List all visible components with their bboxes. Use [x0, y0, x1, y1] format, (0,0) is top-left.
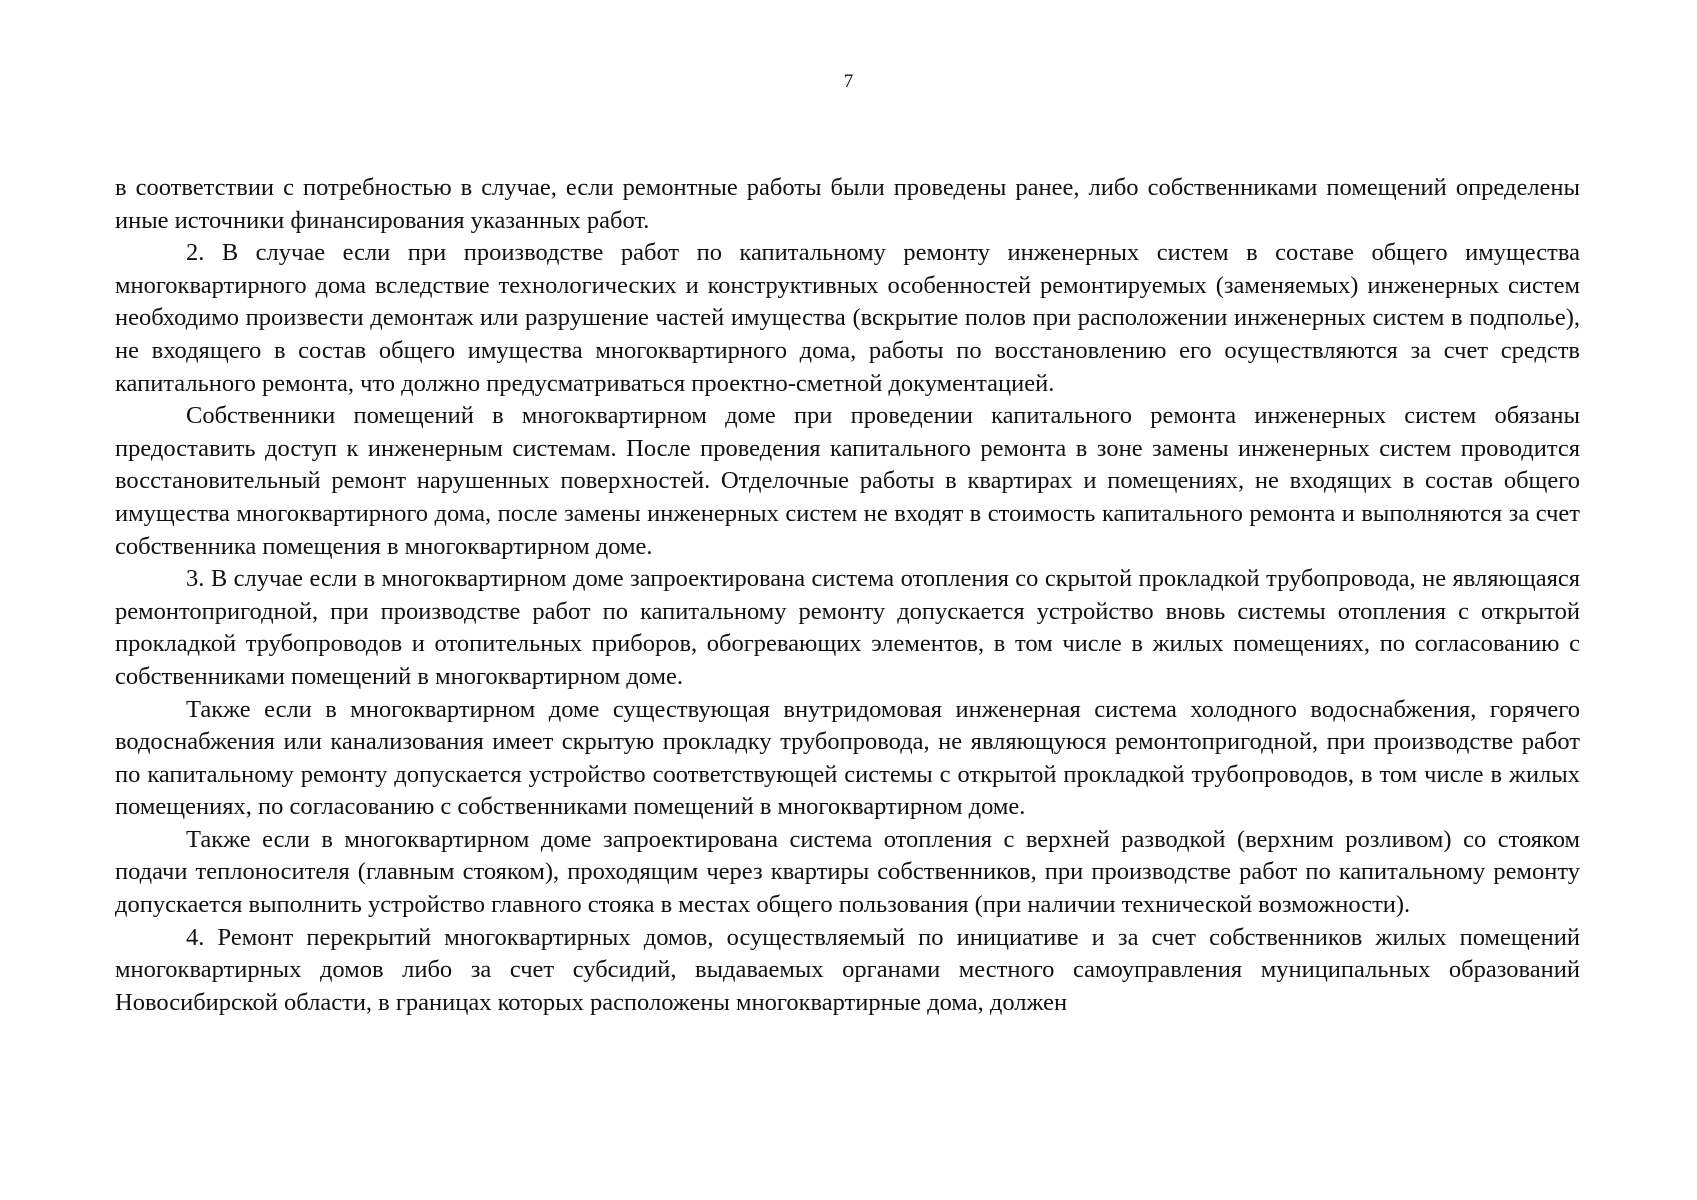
page-number: 7 [843, 71, 854, 92]
paragraph-item-2: 2. В случае если при производстве работ по капитальному ремонту инженерных систем в составе общего имущества многоквартирного дома вследствие технологических и конструктивных особенностей ремонтируемых (заменяемых) инженерных систем необходимо произвести демонтаж или разрушение частей имущества (вскрытие полов при расположении инженерных систем в подполье), не входящего в состав общего имущества многоквартирного дома, работы по восстановлению его осуществляются за счет средств капитального ремонта, что должно предусматриваться проектно-сметной документацией. [115, 239, 1580, 397]
paragraph-item-4: 4. Ремонт перекрытий многоквартирных домов, осуществляемый по инициативе и за счет собственников жилых помещений многоквартирных домов либо за счет субсидий, выдаваемых органами местного самоуправления муниципальных образований Новосибирской области, в границах которых расположены многоквартирные дома, должен [115, 923, 1580, 1016]
paragraph-owners-access: Собственники помещений в многоквартирном доме при проведении капитального ремонта инженерных систем обязаны предоставить доступ к инженерным системам. После проведения капитального ремонта в зоне замены инженерных систем проводится восстановительный ремонт нарушенных поверхностей. Отделочные работы в квартирах и помещениях, не входящих в состав общего имущества многоквартирного дома, после замены инженерных систем не входят в стоимость капитального ремонта и выполняются за счет собственника помещения в многоквартирном доме. [115, 402, 1580, 560]
paragraph-item-3: 3. В случае если в многоквартирном доме запроектирована система отопления со скрытой прокладкой трубопровода, не являющаяся ремонтопригодной, при производстве работ по капитальному ремонту допускается устройство вновь системы отопления с открытой прокладкой трубопроводов и отопительных приборов, обогревающих элементов, в том числе в жилых помещениях, по согласованию с собственниками помещений в многоквартирном доме. [115, 565, 1580, 690]
paragraph-water-supply: Также если в многоквартирном доме существующая внутридомовая инженерная система холодного водоснабжения, горячего водоснабжения или канализования имеет скрытую прокладку трубопровода, не являющуюся ремонтопригодной, при производстве работ по капитальному ремонту допускается устройство соответствующей системы с открытой прокладкой трубопроводов, в том числе в жилых помещениях, по согласованию с собственниками помещений в многоквартирном доме. [115, 695, 1580, 821]
paragraph-heating-riser: Также если в многоквартирном доме запроектирована система отопления с верхней разводкой (верхним розливом) со стояком подачи теплоносителя (главным стояком), проходящим через квартиры собственников, при производстве работ по капитальному ремонту допускается выполнить устройство главного стояка в местах общего пользования (при наличии технической возможности). [115, 825, 1580, 919]
paragraph-continuation: в соответствии с потребностью в случае, если ремонтные работы были проведены ранее, либо собственниками помещений определены иные источники финансирования указанных работ. [115, 174, 1580, 234]
document-body [115, 172, 1580, 1019]
